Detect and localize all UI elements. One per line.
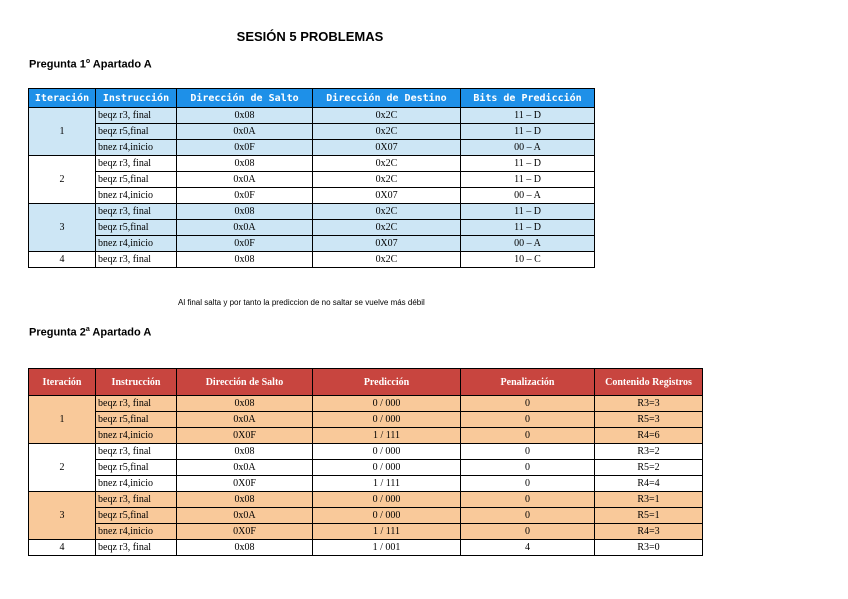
table-row xyxy=(29,460,703,476)
instruction-cell: bnez r4,inicio xyxy=(96,236,177,252)
value-cell: 0 xyxy=(461,412,595,428)
column-header: Penalización xyxy=(461,369,595,396)
value-cell: 0X07 xyxy=(313,236,461,252)
value-cell: 11 – D xyxy=(461,172,595,188)
instruction-cell: beqz r3, final xyxy=(96,492,177,508)
table-row xyxy=(29,188,595,204)
column-header: Iteración xyxy=(29,369,96,396)
value-cell: 1 / 001 xyxy=(313,540,461,556)
value-cell: 0x0A xyxy=(177,172,313,188)
value-cell: 0x2C xyxy=(313,124,461,140)
column-header: Dirección de Salto xyxy=(177,89,313,108)
note-text: Al final salta y por tanto la prediccion de no saltar se vuelve más débil xyxy=(178,298,425,307)
value-cell: 11 – D xyxy=(461,124,595,140)
value-cell: 0x0A xyxy=(177,412,313,428)
value-cell: R4=6 xyxy=(595,428,703,444)
value-cell: R3=2 xyxy=(595,444,703,460)
value-cell: 0 xyxy=(461,396,595,412)
column-header: Iteración xyxy=(29,89,96,108)
value-cell: R5=2 xyxy=(595,460,703,476)
value-cell: 10 – C xyxy=(461,252,595,268)
value-cell: 0x0A xyxy=(177,460,313,476)
instruction-cell: beqz r5,final xyxy=(96,508,177,524)
value-cell: 0x08 xyxy=(177,444,313,460)
instruction-cell: beqz r3, final xyxy=(96,396,177,412)
iteration-cell: 1 xyxy=(29,108,96,156)
value-cell: 0 xyxy=(461,428,595,444)
penalty-table xyxy=(28,368,703,556)
section-heading-1 xyxy=(29,58,152,71)
instruction-cell: beqz r3, final xyxy=(96,204,177,220)
value-cell: 0x2C xyxy=(313,204,461,220)
column-header: Dirección de Salto xyxy=(177,369,313,396)
instruction-cell: beqz r3, final xyxy=(96,444,177,460)
column-header: Instrucción xyxy=(96,369,177,396)
instruction-cell: bnez r4,inicio xyxy=(96,140,177,156)
value-cell: 0 xyxy=(461,476,595,492)
table-row xyxy=(29,204,595,220)
value-cell: 0X0F xyxy=(177,428,313,444)
value-cell: 1 / 111 xyxy=(313,524,461,540)
table-row xyxy=(29,444,703,460)
table-row xyxy=(29,476,703,492)
column-header: Contenido Registros xyxy=(595,369,703,396)
value-cell: 0x08 xyxy=(177,204,313,220)
value-cell: 0x0A xyxy=(177,508,313,524)
iteration-cell: 3 xyxy=(29,204,96,252)
iteration-cell: 2 xyxy=(29,156,96,204)
value-cell: R3=1 xyxy=(595,492,703,508)
instruction-cell: bnez r4,inicio xyxy=(96,428,177,444)
table-row xyxy=(29,124,595,140)
table-row xyxy=(29,156,595,172)
value-cell: 0 xyxy=(461,524,595,540)
iteration-cell: 4 xyxy=(29,252,96,268)
table-row xyxy=(29,540,703,556)
value-cell: 00 – A xyxy=(461,140,595,156)
iteration-cell: 4 xyxy=(29,540,96,556)
value-cell: R4=4 xyxy=(595,476,703,492)
value-cell: 1 / 111 xyxy=(313,428,461,444)
column-header: Predicción xyxy=(313,369,461,396)
value-cell: 11 – D xyxy=(461,108,595,124)
value-cell: R3=3 xyxy=(595,396,703,412)
value-cell: 0 xyxy=(461,492,595,508)
value-cell: 1 / 111 xyxy=(313,476,461,492)
value-cell: 0X07 xyxy=(313,188,461,204)
instruction-cell: bnez r4,inicio xyxy=(96,476,177,492)
value-cell: 0 / 000 xyxy=(313,492,461,508)
iteration-cell: 1 xyxy=(29,396,96,444)
table-row xyxy=(29,140,595,156)
value-cell: 00 – A xyxy=(461,188,595,204)
column-header: Instrucción xyxy=(96,89,177,108)
section-1-label: Pregunta 1 xyxy=(29,58,86,71)
value-cell: 0x2C xyxy=(313,252,461,268)
instruction-cell: beqz r5,final xyxy=(96,172,177,188)
value-cell: 0x08 xyxy=(177,540,313,556)
value-cell: 0X07 xyxy=(313,140,461,156)
value-cell: 4 xyxy=(461,540,595,556)
value-cell: 0x0F xyxy=(177,188,313,204)
instruction-cell: bnez r4,inicio xyxy=(96,188,177,204)
value-cell: 11 – D xyxy=(461,156,595,172)
value-cell: 0 / 000 xyxy=(313,460,461,476)
value-cell: 0X0F xyxy=(177,524,313,540)
value-cell: 0x08 xyxy=(177,492,313,508)
instruction-cell: beqz r3, final xyxy=(96,540,177,556)
column-header: Bits de Predicción xyxy=(461,89,595,108)
table-row xyxy=(29,492,703,508)
section-2-rest: Apartado A xyxy=(89,326,152,339)
table-row xyxy=(29,428,703,444)
value-cell: 0x08 xyxy=(177,396,313,412)
instruction-cell: beqz r3, final xyxy=(96,108,177,124)
value-cell: 0 / 000 xyxy=(313,444,461,460)
value-cell: 0x0F xyxy=(177,236,313,252)
iteration-cell: 3 xyxy=(29,492,96,540)
value-cell: 0x08 xyxy=(177,108,313,124)
column-header: Dirección de Destino xyxy=(313,89,461,108)
instruction-cell: beqz r3, final xyxy=(96,156,177,172)
value-cell: 0x08 xyxy=(177,252,313,268)
section-2-label: Pregunta 2 xyxy=(29,326,86,339)
section-2-ordinal: a xyxy=(85,326,90,333)
value-cell: 0x2C xyxy=(313,172,461,188)
value-cell: R4=3 xyxy=(595,524,703,540)
table-row xyxy=(29,508,703,524)
table-row xyxy=(29,220,595,236)
value-cell: 0x0A xyxy=(177,124,313,140)
table-row xyxy=(29,524,703,540)
table-row xyxy=(29,252,595,268)
value-cell: 0 xyxy=(461,460,595,476)
instruction-cell: beqz r5,final xyxy=(96,220,177,236)
value-cell: 0 xyxy=(461,508,595,524)
value-cell: 0x2C xyxy=(313,220,461,236)
iteration-cell: 2 xyxy=(29,444,96,492)
value-cell: 0 / 000 xyxy=(313,412,461,428)
instruction-cell: beqz r5,final xyxy=(96,124,177,140)
instruction-cell: bnez r4,inicio xyxy=(96,524,177,540)
value-cell: 00 – A xyxy=(461,236,595,252)
value-cell: 0x0F xyxy=(177,140,313,156)
table-row xyxy=(29,412,703,428)
branch-prediction-table xyxy=(28,88,595,268)
table-header-row xyxy=(29,369,703,396)
instruction-cell: beqz r5,final xyxy=(96,460,177,476)
table-row xyxy=(29,236,595,252)
value-cell: 0x2C xyxy=(313,156,461,172)
value-cell: R5=1 xyxy=(595,508,703,524)
instruction-cell: beqz r3, final xyxy=(96,252,177,268)
value-cell: R3=0 xyxy=(595,540,703,556)
value-cell: 0x0A xyxy=(177,220,313,236)
section-heading-2 xyxy=(29,326,151,339)
value-cell: 0X0F xyxy=(177,476,313,492)
table-header-row xyxy=(29,89,595,108)
table-row xyxy=(29,108,595,124)
value-cell: 11 – D xyxy=(461,204,595,220)
value-cell: 0x08 xyxy=(177,156,313,172)
value-cell: 0 / 000 xyxy=(313,508,461,524)
section-1-ordinal: o xyxy=(85,58,91,65)
value-cell: 0x2C xyxy=(313,108,461,124)
value-cell: 0 xyxy=(461,444,595,460)
section-1-rest: Apartado A xyxy=(90,58,152,71)
table-row xyxy=(29,396,703,412)
instruction-cell: beqz r5,final xyxy=(96,412,177,428)
value-cell: 0 / 000 xyxy=(313,396,461,412)
table-row xyxy=(29,172,595,188)
page-title: SESIÓN 5 PROBLEMAS xyxy=(236,29,384,44)
value-cell: R5=3 xyxy=(595,412,703,428)
value-cell: 11 – D xyxy=(461,220,595,236)
